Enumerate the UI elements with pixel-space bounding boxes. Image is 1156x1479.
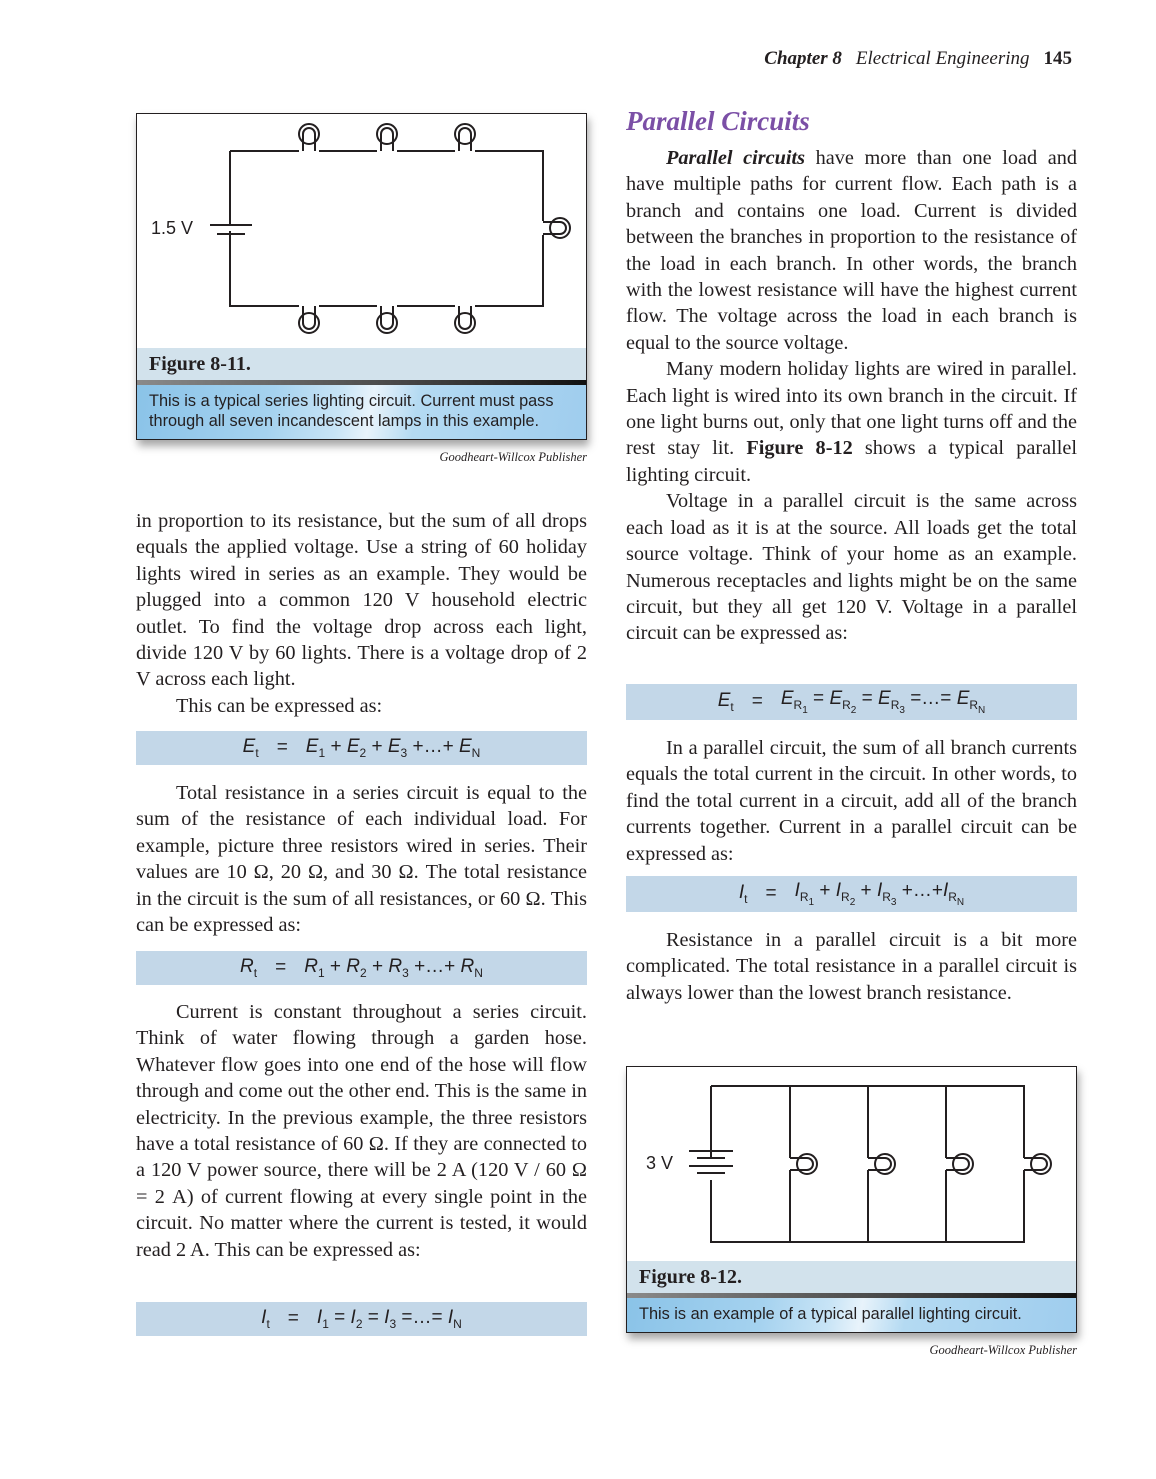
lamp-icon [299, 306, 319, 333]
equation-voltage-parallel: $E_t$ = $E_{R_1} = E_{R_2} = E_{R_3}$ =…= $E_{R_N}$ [626, 684, 1077, 720]
figure-8-11-credit: Goodheart-Willcox Publisher [439, 450, 587, 464]
body-paragraph: in proportion to its resistance, but the sum of all drops equals the applied voltage. Use a string of 60 holiday lights wired in series as an example. They would be plugged into a common 120 V household electric outlet. To find the voltage drop across each light, divide 120 V by 60 lights. There is a voltage drop of 2 V across each light. [136, 510, 587, 691]
section-heading: Parallel Circuits [626, 106, 810, 136]
figure-8-11-voltage-label: 1.5 V [151, 218, 194, 238]
figure-8-12-caption: This is an example of a typical parallel lighting circuit. [627, 1298, 1076, 1332]
body-paragraph: Many modern holiday lights are wired in parallel. Each light is wired into its own branch in the circuit. If one light burns out, only that one light turns off and the rest stay lit. Figure 8-12 shows a typical parallel lighting circuit. [626, 358, 1078, 486]
lamp-icon [299, 124, 319, 151]
chapter-title: Electrical Engineering [855, 48, 1030, 69]
body-paragraph: Current is constant throughout a series circuit. Think of water flowing through a garden hose. Whatever flow goes into one end of the hose will flow through and come out the other end. This is the same in electricity. In the previous example, the three resistors have a total resistance of 60 Ω. If they are connected to a 120 V power source, there will be 2 A (120 V / 60 Ω = 2 A) of current flowing at every single point in the circuit. No matter where the current is tested, it would read 2 A. This can be expressed as: [136, 1001, 587, 1261]
series-circuit-diagram [137, 114, 586, 348]
equation-total-current-series: $I_t$ = $I_1 = I_2 = I_3$ =…= $I_N$ [136, 1302, 587, 1336]
lamp-icon [543, 218, 570, 238]
lamp-icon [790, 1154, 817, 1174]
figure-8-12-label: Figure 8-12. [627, 1261, 1076, 1293]
chapter-number: Chapter 8 [764, 48, 842, 69]
figure-8-12-credit: Goodheart-Willcox Publisher [929, 1343, 1077, 1357]
running-head [764, 48, 1072, 70]
figure-8-12 [626, 1066, 1077, 1333]
equation-current-parallel: $I_t$ = $I_{R_1} + I_{R_2} + I_{R_3}$ $+\dots+I_{R_N}$ [626, 876, 1077, 912]
figure-8-11-caption: This is a typical series lighting circuit. Current must pass through all seven incandescent lamps in this example. [137, 385, 586, 439]
lamp-icon [377, 306, 397, 333]
equation-total-voltage-series: $E_t$ = $E_1 + E_2 + E_3$ +…+ $E_N$ [136, 731, 587, 765]
figure-8-12-voltage-label: 3 V [646, 1153, 674, 1173]
body-paragraph: Voltage in a parallel circuit is the same across each load as it is at the source. All loads get the total source voltage. Think of your home as an example. Numerous receptacles and lights might be on the same circuit, but they all get 120 V. Voltage in a parallel circuit can be expressed as: [626, 490, 1077, 645]
body-paragraph: Total resistance in a series circuit is equal to the sum of the resistance of each individual load. For example, picture three resistors wired in series. Their values are 10 Ω, 20 Ω, and 30 Ω. The total resistance in the circuit is the sum of all resistances, or 60 Ω. This can be expressed as: [136, 782, 587, 937]
lamp-icon [455, 306, 475, 333]
equation-total-resistance-series: $R_t$ = $R_1 + R_2 + R_3$ +…+ $R_N$ [136, 951, 587, 985]
body-paragraph: Parallel circuits have more than one load and have multiple paths for current flow. Each path is a branch and contains one load. Current is divided between the branches in proportion to the resistance of the load in each branch. In other words, the branch with the lowest resistance will have the highest current flow. The voltage across the load in each branch is equal to the source voltage. [626, 147, 1078, 354]
parallel-circuit-diagram [627, 1067, 1076, 1261]
key-term: Parallel circuits [666, 147, 806, 169]
lamp-icon [868, 1154, 895, 1174]
lamp-icon [377, 124, 397, 151]
lamp-icon [1024, 1154, 1051, 1174]
body-paragraph: This can be expressed as: [176, 694, 383, 717]
figure-8-11 [136, 113, 587, 440]
figure-8-11-label: Figure 8-11. [137, 348, 586, 380]
body-paragraph: Resistance in a parallel circuit is a bit more complicated. The total resistance in a parallel circuit is always lower than the lowest branch resistance. [626, 929, 1077, 1004]
body-paragraph: In a parallel circuit, the sum of all branch currents equals the total current in the circuit. In other words, to find the total current in a circuit, add all of the branch currents together. Current in a parallel circuit can be expressed as: [626, 737, 1077, 865]
lamp-icon [455, 124, 475, 151]
figure-reference: Figure 8-12 [746, 437, 853, 460]
page-number: 145 [1043, 48, 1072, 69]
lamp-icon [946, 1154, 973, 1174]
